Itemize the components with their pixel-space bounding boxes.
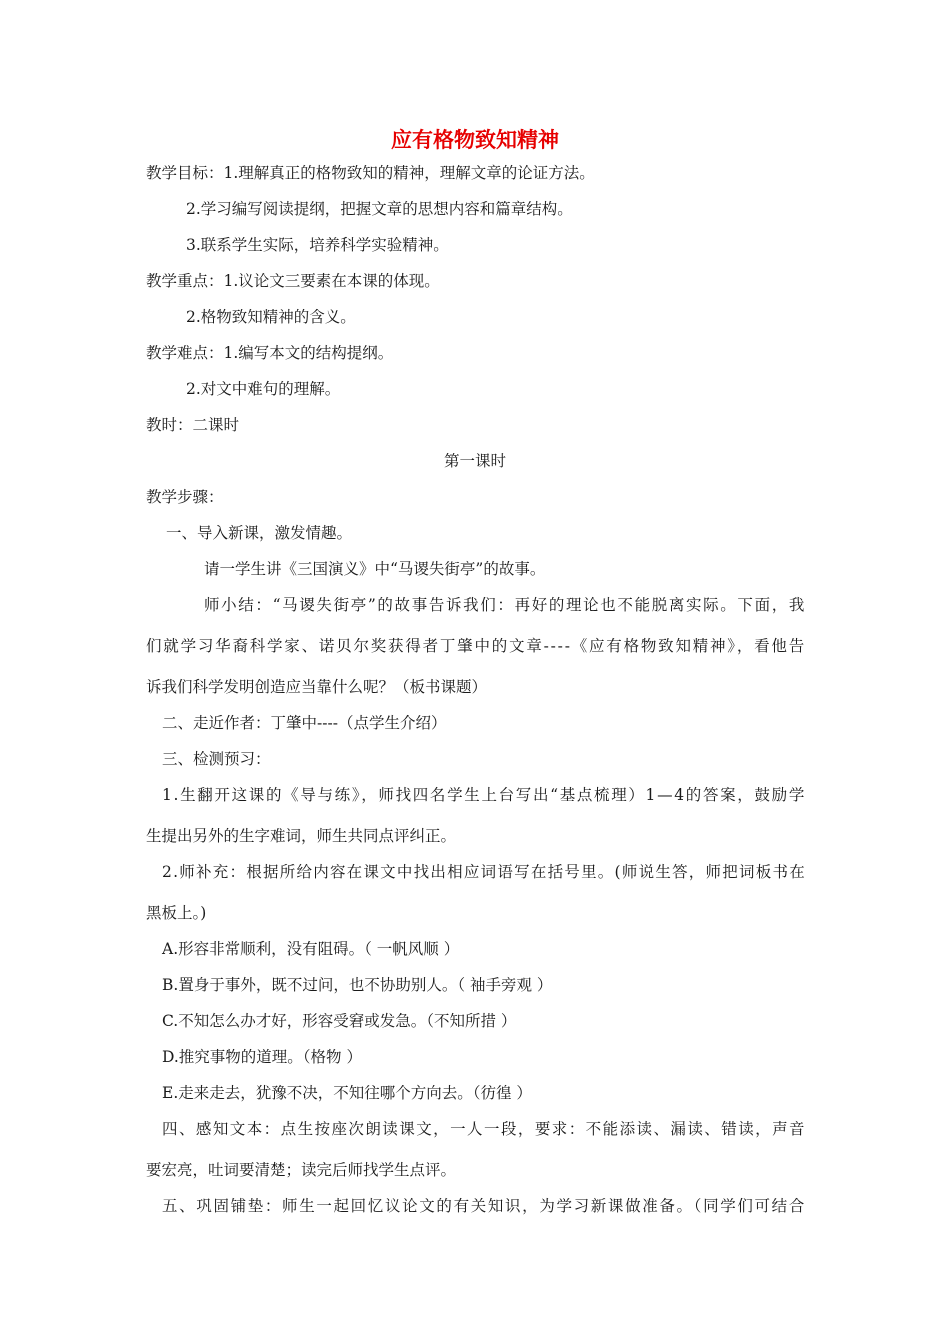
objectives-label: 教学目标：	[146, 164, 224, 182]
step-5-line: 五、巩固铺垫：师生一起回忆议论文的有关知识，为学习新课做准备。（同学们可结合	[162, 1197, 806, 1215]
step-3-item-2-line: 黑板上。)	[146, 904, 207, 922]
step-3-item-2-line: 2.师补充：根据所给内容在课文中找出相应词语写在括号里。(师说生答，师把词板书在	[162, 863, 806, 881]
step-1-summary-line: 师小结：“马谡失街亭”的故事告诉我们：再好的理论也不能脱离实际。下面，我	[204, 596, 806, 614]
class-hours: 教时：二课时	[146, 416, 240, 434]
option-a: A.形容非常顺利，没有阻碍。（ 一帆风顺 ）	[162, 940, 460, 958]
step-1-summary-line: 诉我们科学发明创造应当靠什么呢？（板书课题）	[146, 678, 488, 696]
steps-label: 教学步骤：	[146, 488, 224, 506]
option-c: C.不知怎么办才好，形容受窘或发急。（不知所措 ）	[162, 1012, 517, 1030]
difficulty-item: 1.编写本文的结构提纲。	[223, 344, 394, 362]
step-1-summary-line: 们就学习华裔科学家、诺贝尔奖获得者丁肇中的文章----《应有格物致知精神》，看他告	[146, 637, 806, 655]
step-1-heading: 一、导入新课，激发情趣。	[166, 524, 353, 542]
objective-item: 3.联系学生实际，培养科学实验精神。	[186, 236, 449, 254]
difficulty-item: 2.对文中难句的理解。	[186, 380, 341, 398]
key-point-item: 1.议论文三要素在本课的体现。	[223, 272, 440, 290]
objective-item: 2.学习编写阅读提纲，把握文章的思想内容和篇章结构。	[186, 200, 573, 218]
key-point-item: 2.格物致知精神的含义。	[186, 308, 356, 326]
step-4-line: 四、感知文本：点生按座次朗读课文，一人一段，要求：不能添读、漏读、错读，声音	[162, 1120, 806, 1138]
step-3-heading: 三、检测预习：	[162, 750, 271, 768]
step-3-item-1-line: 1.生翻开这课的《导与练》，师找四名学生上台写出“基点梳理）1—4的答案，鼓励学	[162, 786, 806, 804]
section-heading: 第一课时	[443, 452, 506, 470]
key-points-label: 教学重点：	[146, 272, 224, 290]
document-title: 应有格物致知精神	[391, 128, 559, 152]
option-d: D.推究事物的道理。（格物 ）	[162, 1048, 362, 1066]
step-3-item-1-line: 生提出另外的生字难词，师生共同点评纠正。	[146, 827, 457, 845]
objective-item: 1.理解真正的格物致知的精神，理解文章的论证方法。	[223, 164, 595, 182]
option-e: E.走来走去，犹豫不决，不知往哪个方向去。（彷徨 ）	[162, 1084, 532, 1102]
option-b: B.置身于事外，既不过问，也不协助别人。（ 袖手旁观 ）	[162, 976, 553, 994]
step-1-paragraph: 请一学生讲《三国演义》中“马谡失街亭”的故事。	[204, 560, 546, 578]
step-2-heading: 二、走近作者：丁肇中----（点学生介绍）	[162, 714, 447, 732]
difficulties-label: 教学难点：	[146, 344, 224, 362]
step-4-line: 要宏亮，吐词要清楚；读完后师找学生点评。	[146, 1161, 457, 1179]
objectives-line-1	[146, 163, 595, 183]
key-points-line-1	[146, 271, 440, 291]
difficulties-line-1	[146, 343, 393, 363]
